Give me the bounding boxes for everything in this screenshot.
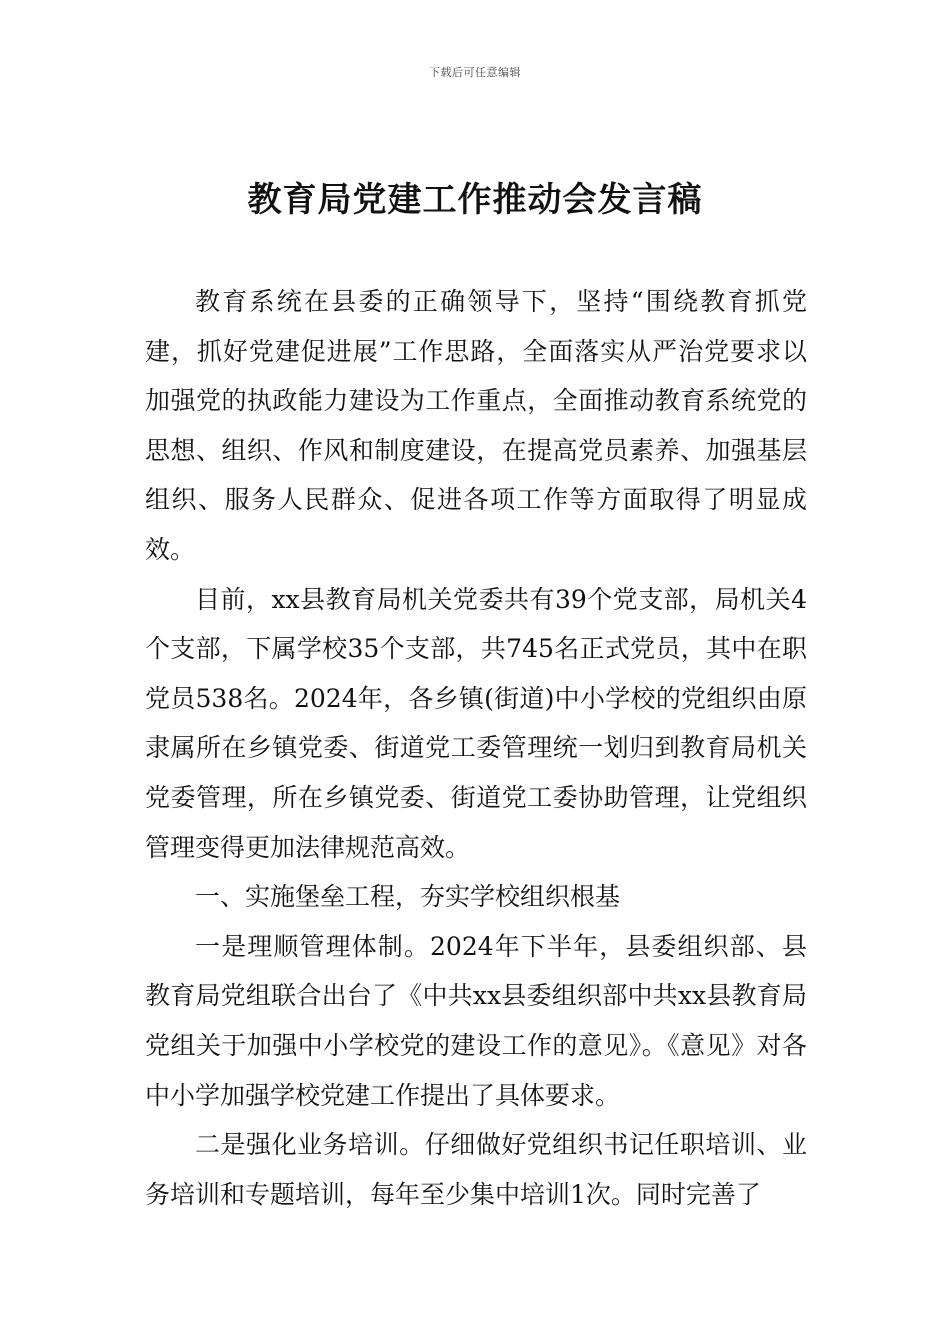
paragraph-intro: 教育系统在县委的正确领导下，坚持“围绕教育抓党建，抓好党建促进展”工作思路，全面落实从严治党要求以加强党的执政能力建设为工作重点，全面推动教育系统党的思想、组织、作风和制度建设，在提高党员素养、加强基层组织、服务人民群众、促进各项工作等方面取得了明显成效。 — [145, 287, 807, 564]
paragraph-training: 二是强化业务培训。仔细做好党组织书记任职培训、业务培训和专题培训，每年至少集中培训1次。同时完善了 — [145, 1130, 807, 1209]
header-note: 下载后可任意编辑 — [429, 66, 521, 79]
document-body — [145, 277, 807, 1219]
document-title: 教育局党建工作推动会发言稿 — [247, 180, 703, 220]
paragraph-management-system: 一是理顺管理体制。2024年下半年，县委组织部、县教育局党组联合出台了《中共xx县委组织部中共xx县教育局党组关于加强中小学校党的建设工作的意见》。《意见》对各中小学加强学校党建工作提出了具体要求。 — [145, 931, 807, 1110]
paragraph-current-status: 目前，xx县教育局机关党委共有39个党支部，局机关4个支部，下属学校35个支部，共745名正式党员，其中在职党员538名。2024年，各乡镇(街道)中小学校的党组织由原隶属所在乡镇党委、街道党工委管理统一划归到教育局机关党委管理，所在乡镇党委、街道党工委协助管理，让党组织管理变得更加法律规范高效。 — [145, 584, 807, 862]
section-heading-1: 一、实施堡垒工程，夯实学校组织根基 — [195, 882, 621, 912]
